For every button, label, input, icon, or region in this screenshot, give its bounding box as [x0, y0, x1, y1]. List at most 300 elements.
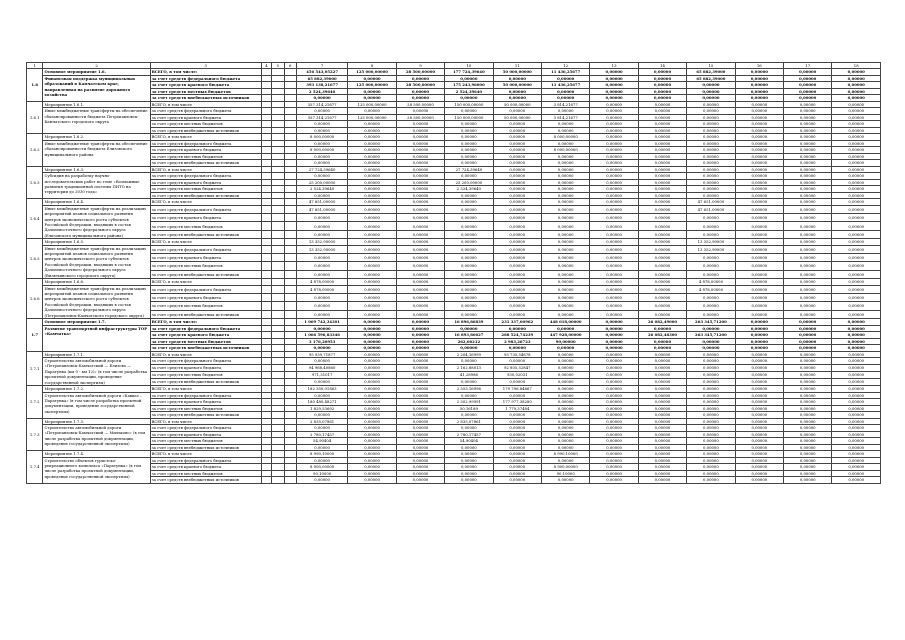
amount-cell: 8 990,10000 [296, 451, 348, 458]
amount-cell: 0,00000 [735, 254, 783, 262]
funding-source: за счет средств внебюджетных источников [150, 270, 261, 278]
amount-cell: 0,00000 [296, 214, 348, 222]
amount-cell: 0,00000 [832, 319, 881, 326]
amount-cell: 971,31017 [296, 372, 348, 379]
amount-cell: 0,00000 [832, 431, 881, 438]
amount-cell: 0,00000 [396, 310, 444, 318]
amount-cell: 90,10000 [296, 470, 348, 477]
amount-cell: 26 082,48300 [638, 332, 686, 339]
amount-cell: 0,00000 [445, 134, 493, 141]
amount-cell: 0,00000 [687, 302, 735, 310]
amount-cell: 0,00000 [832, 95, 881, 102]
empty-cell [261, 245, 271, 253]
amount-cell: 0,00000 [348, 418, 396, 425]
amount-cell: 0,00000 [784, 88, 832, 95]
column-number: 1 [27, 63, 43, 69]
amount-cell: 0,00000 [687, 101, 735, 108]
amount-cell: 0,00000 [445, 192, 493, 199]
amount-cell: 0,00000 [445, 293, 493, 301]
amount-cell: 0,00000 [832, 192, 881, 199]
empty-cell [261, 254, 271, 262]
amount-cell: 0,00000 [590, 379, 638, 386]
amount-cell: 0,00000 [296, 444, 348, 451]
amount-cell: 0,00000 [735, 351, 783, 358]
amount-cell: 2 983,26723 [493, 338, 541, 345]
amount-cell: 0,00000 [493, 160, 541, 167]
amount-cell: 0,00000 [784, 332, 832, 339]
amount-cell: 0,00000 [396, 214, 444, 222]
table-row [27, 365, 881, 372]
funding-source: за счет средств внебюджетных источников [150, 444, 261, 451]
amount-cell: 16 893,80627 [445, 332, 493, 339]
amount-cell: 0,00000 [541, 205, 589, 213]
amount-cell: 0,00000 [735, 302, 783, 310]
amount-cell: 0,00000 [735, 444, 783, 451]
empty-cell [284, 293, 296, 301]
amount-cell: 0,00000 [687, 153, 735, 160]
amount-cell: 0,00000 [832, 230, 881, 238]
amount-cell: 0,00000 [348, 199, 396, 206]
amount-cell: 65 882,39000 [687, 69, 735, 76]
amount-cell: 0,00000 [735, 372, 783, 379]
amount-cell: 0,00000 [493, 310, 541, 318]
empty-cell [261, 358, 271, 365]
empty-cell [284, 379, 296, 386]
column-number: 9 [396, 63, 444, 69]
amount-cell: 25 200,00000 [445, 179, 493, 186]
empty-cell [261, 270, 271, 278]
amount-cell: 28 500,00000 [396, 101, 444, 108]
amount-cell: 0,00000 [348, 134, 396, 141]
amount-cell: 0,00000 [396, 365, 444, 372]
amount-cell: 0,00000 [396, 222, 444, 230]
amount-cell: 0,00000 [445, 412, 493, 419]
amount-cell: 0,00000 [735, 418, 783, 425]
amount-cell: 0,00000 [832, 412, 881, 419]
funding-source: за счет средств федерального бюджета [150, 245, 261, 253]
amount-cell: 2 204,16999 [445, 351, 493, 358]
funding-source: за счет средств краевого бюджета [150, 332, 261, 339]
amount-cell: 0,00000 [832, 302, 881, 310]
funding-source: за счет средств федерального бюджета [150, 140, 261, 147]
table-row [27, 319, 881, 326]
amount-cell: 0,00000 [493, 179, 541, 186]
amount-cell: 150 000,00000 [445, 101, 493, 108]
amount-cell: 2 780,17457 [445, 431, 493, 438]
row-index: 1.6.5 [27, 239, 43, 279]
amount-cell: 179 796,84867 [493, 386, 541, 393]
row-index: 1.6 [27, 69, 43, 102]
amount-cell: 0,00000 [784, 108, 832, 115]
funding-source: за счет средств местных бюджетов [150, 405, 261, 412]
amount-cell: 0,00000 [296, 379, 348, 386]
table-row [27, 69, 881, 76]
amount-cell: 0,00000 [493, 285, 541, 293]
funding-source: за счет средств федерального бюджета [150, 108, 261, 115]
column-number: 13 [590, 63, 638, 69]
empty-cell [272, 254, 284, 262]
amount-cell: 47 651,00000 [687, 199, 735, 206]
amount-cell: 0,00000 [687, 127, 735, 134]
funding-source: за счет средств краевого бюджета [150, 114, 261, 121]
amount-cell: 50 000,00000 [493, 114, 541, 121]
amount-cell: 0,00000 [832, 405, 881, 412]
amount-cell: 263 345,71200 [687, 332, 735, 339]
amount-cell: 0,00000 [493, 127, 541, 134]
amount-cell: 0,00000 [541, 438, 589, 445]
amount-cell: 0,00000 [348, 399, 396, 406]
amount-cell: 0,00000 [832, 444, 881, 451]
empty-cell [261, 310, 271, 318]
amount-cell: 0,00000 [348, 372, 396, 379]
amount-cell: 0,00000 [590, 254, 638, 262]
amount-cell: 0,00000 [832, 392, 881, 399]
empty-cell [272, 477, 284, 484]
amount-cell: 0,00000 [638, 470, 686, 477]
amount-cell: 0,00000 [735, 134, 783, 141]
funding-source: за счет средств местных бюджетов [150, 153, 261, 160]
amount-cell: 0,00000 [348, 293, 396, 301]
amount-cell: 0,00000 [493, 147, 541, 154]
funding-source: за счет средств федерального бюджета [150, 425, 261, 432]
amount-cell: 0,00000 [296, 230, 348, 238]
amount-cell: 0,00000 [638, 351, 686, 358]
amount-cell: 0,00000 [784, 134, 832, 141]
amount-cell: 0,00000 [493, 279, 541, 286]
amount-cell: 0,00000 [687, 464, 735, 471]
amount-cell: 0,00000 [735, 186, 783, 193]
row-index: 1.6.1 [27, 101, 43, 134]
amount-cell: 0,00000 [638, 372, 686, 379]
amount-cell: 0,00000 [735, 147, 783, 154]
amount-cell: 0,00000 [348, 140, 396, 147]
table-row [27, 270, 881, 278]
amount-cell: 50 000,00000 [493, 82, 541, 89]
amount-cell: 0,00000 [348, 412, 396, 419]
amount-cell: 0,00000 [638, 379, 686, 386]
amount-cell: 0,00000 [348, 325, 396, 332]
amount-cell: 0,00000 [687, 338, 735, 345]
amount-cell: 0,00000 [541, 95, 589, 102]
amount-cell: 0,00000 [638, 127, 686, 134]
amount-cell: 0,00000 [445, 451, 493, 458]
amount-cell: 13 352,90000 [687, 239, 735, 246]
amount-cell: 0,00000 [445, 121, 493, 128]
amount-cell: 0,00000 [590, 285, 638, 293]
amount-cell: 0,00000 [784, 285, 832, 293]
amount-cell: 28 500,00000 [396, 82, 444, 89]
amount-cell: 0,00000 [396, 405, 444, 412]
amount-cell: 0,00000 [396, 254, 444, 262]
amount-cell: 0,00000 [348, 160, 396, 167]
measure-title: Мероприятие 1.7.1. [43, 351, 150, 358]
amount-cell: 0,00000 [396, 438, 444, 445]
amount-cell: 0,00000 [687, 477, 735, 484]
amount-cell: 0,00000 [296, 108, 348, 115]
amount-cell: 0,00000 [541, 222, 589, 230]
amount-cell: 0,00000 [735, 270, 783, 278]
amount-cell: 0,00000 [638, 392, 686, 399]
amount-cell: 0,00000 [832, 245, 881, 253]
measure-description: Строительство автомобильной дороги «Кавказ – Паратунка» (в том числе разработка проектной документации, проведение государственной экспертизы) [43, 392, 150, 418]
amount-cell: 0,00000 [687, 121, 735, 128]
amount-cell: 0,00000 [832, 88, 881, 95]
amount-cell: 0,00000 [687, 418, 735, 425]
empty-cell [272, 222, 284, 230]
amount-cell: 125 000,00000 [348, 69, 396, 76]
amount-cell: 0,00000 [296, 262, 348, 270]
amount-cell: 0,00000 [541, 239, 589, 246]
amount-cell: 0,00000 [687, 293, 735, 301]
amount-cell: 0,00000 [541, 405, 589, 412]
amount-cell: 0,00000 [832, 325, 881, 332]
amount-cell: 0,00000 [348, 444, 396, 451]
amount-cell: 0,00000 [735, 239, 783, 246]
amount-cell: 0,00000 [687, 114, 735, 121]
amount-cell: 0,00000 [735, 477, 783, 484]
amount-cell: 95 939,71877 [296, 351, 348, 358]
amount-cell: 0,00000 [541, 279, 589, 286]
amount-cell: 0,00000 [832, 425, 881, 432]
amount-cell: 0,00000 [396, 192, 444, 199]
amount-cell: 447 928,00000 [541, 332, 589, 339]
amount-cell: 0,00000 [590, 199, 638, 206]
amount-cell: 0,00000 [396, 245, 444, 253]
amount-cell: 0,00000 [832, 114, 881, 121]
amount-cell: 0,00000 [784, 477, 832, 484]
amount-cell: 0,00000 [735, 405, 783, 412]
amount-cell: 0,00000 [638, 121, 686, 128]
amount-cell: 0,00000 [832, 418, 881, 425]
amount-cell: 0,00000 [348, 310, 396, 318]
amount-cell: 0,00000 [735, 101, 783, 108]
amount-cell: 0,00000 [832, 372, 881, 379]
amount-cell: 0,00000 [590, 153, 638, 160]
amount-cell: 0,00000 [590, 399, 638, 406]
amount-cell: 0,00000 [348, 173, 396, 180]
empty-cell [272, 358, 284, 365]
amount-cell: 0,00000 [687, 186, 735, 193]
amount-cell: 0,00000 [590, 121, 638, 128]
amount-cell: 0,00000 [687, 451, 735, 458]
empty-cell [272, 245, 284, 253]
amount-cell: 0,00000 [493, 451, 541, 458]
amount-cell: 0,00000 [396, 372, 444, 379]
table-row [27, 205, 881, 213]
amount-cell: 0,00000 [638, 285, 686, 293]
amount-cell: 13 352,90000 [687, 245, 735, 253]
amount-cell: 0,00000 [396, 173, 444, 180]
amount-cell: 0,00000 [687, 431, 735, 438]
amount-cell: 0,00000 [590, 345, 638, 352]
amount-cell: 0,00000 [638, 222, 686, 230]
amount-cell: 0,00000 [832, 351, 881, 358]
amount-cell: 0,00000 [541, 365, 589, 372]
amount-cell: 0,00000 [784, 75, 832, 82]
amount-cell: 0,00000 [832, 147, 881, 154]
amount-cell: 0,00000 [638, 214, 686, 222]
amount-cell: 0,00000 [296, 153, 348, 160]
amount-cell: 0,00000 [638, 75, 686, 82]
amount-cell: 0,00000 [396, 319, 444, 326]
amount-cell: 0,00000 [348, 147, 396, 154]
amount-cell: 0,00000 [348, 230, 396, 238]
amount-cell: 8 900,00000 [541, 464, 589, 471]
amount-cell: 0,00000 [638, 88, 686, 95]
empty-cell [284, 302, 296, 310]
amount-cell: 0,00000 [735, 285, 783, 293]
amount-cell: 0,00000 [638, 310, 686, 318]
amount-cell: 0,00000 [638, 325, 686, 332]
amount-cell: 0,00000 [541, 270, 589, 278]
amount-cell: 11 436,25677 [541, 82, 589, 89]
amount-cell: 0,00000 [493, 470, 541, 477]
funding-source: ВСЕГО, в том числе [150, 351, 261, 358]
amount-cell: 0,00000 [493, 425, 541, 432]
amount-cell: 0,00000 [541, 108, 589, 115]
amount-cell: 0,00000 [832, 108, 881, 115]
funding-source: за счет средств краевого бюджета [150, 399, 261, 406]
amount-cell: 0,00000 [784, 214, 832, 222]
amount-cell: 0,00000 [541, 444, 589, 451]
table-row [27, 379, 881, 386]
amount-cell: 0,00000 [735, 325, 783, 332]
amount-cell: 0,00000 [541, 293, 589, 301]
amount-cell: 0,00000 [832, 399, 881, 406]
amount-cell: 0,00000 [784, 222, 832, 230]
amount-cell: 0,00000 [493, 254, 541, 262]
amount-cell: 0,00000 [396, 431, 444, 438]
amount-cell: 0,00000 [296, 325, 348, 332]
amount-cell: 0,00000 [396, 379, 444, 386]
amount-cell: 0,00000 [735, 121, 783, 128]
amount-cell: 0,00000 [784, 470, 832, 477]
empty-cell [261, 302, 271, 310]
amount-cell: 0,00000 [832, 464, 881, 471]
empty-cell [284, 310, 296, 318]
amount-cell: 0,00000 [687, 230, 735, 238]
amount-cell: 0,00000 [784, 457, 832, 464]
amount-cell: 0,00000 [348, 319, 396, 326]
amount-cell: 0,00000 [638, 245, 686, 253]
empty-cell [284, 365, 296, 372]
amount-cell: 0,00000 [735, 438, 783, 445]
budget-table [26, 62, 881, 484]
funding-source: ВСЕГО, в том числе [150, 451, 261, 458]
amount-cell: 0,00000 [735, 245, 783, 253]
amount-cell: 0,00000 [541, 425, 589, 432]
amount-cell: 0,00000 [735, 464, 783, 471]
amount-cell: 0,00000 [396, 270, 444, 278]
amount-cell: 0,00000 [493, 358, 541, 365]
amount-cell: 0,00000 [590, 293, 638, 301]
amount-cell: 0,00000 [493, 88, 541, 95]
amount-cell: 0,00000 [396, 345, 444, 352]
empty-cell [261, 262, 271, 270]
table-row [27, 293, 881, 301]
amount-cell: 8 000,00000 [541, 147, 589, 154]
amount-cell: 0,00000 [348, 254, 396, 262]
amount-cell: 0,00000 [638, 262, 686, 270]
amount-cell: 0,00000 [590, 192, 638, 199]
row-index: 1.6.3 [27, 166, 43, 199]
amount-cell: 0,00000 [638, 279, 686, 286]
amount-cell: 2 553,16996 [445, 386, 493, 393]
amount-cell: 0,00000 [590, 310, 638, 318]
amount-cell: 0,00000 [296, 160, 348, 167]
funding-source: за счет средств федерального бюджета [150, 325, 261, 332]
amount-cell: 0,00000 [541, 358, 589, 365]
amount-cell: 0,00000 [832, 153, 881, 160]
amount-cell: 47 651,00000 [296, 199, 348, 206]
amount-cell: 0,00000 [638, 431, 686, 438]
amount-cell: 0,00000 [445, 230, 493, 238]
amount-cell: 0,00000 [296, 140, 348, 147]
amount-cell: 0,00000 [784, 166, 832, 173]
amount-cell: 0,00000 [687, 438, 735, 445]
measure-title: Основное мероприятие 1.7. [43, 319, 150, 326]
measure-title: Мероприятие 1.6.2. [43, 134, 150, 141]
measure-description: Развитие транспортной инфраструктуры ТОР «Камчатка» [43, 325, 150, 351]
amount-cell: 0,00000 [784, 173, 832, 180]
measure-description: Иные межбюджетные трансферты на реализацию мероприятий планов социального развития центров экономического роста субъектов Российской Федерации, входящих в состав Дальневосточного федерального округа (Петропавловск-Камчатского городского округа) [43, 285, 150, 318]
amount-cell: 0,00000 [735, 95, 783, 102]
funding-source: за счет средств внебюджетных источников [150, 379, 261, 386]
amount-cell: 0,00000 [541, 214, 589, 222]
amount-cell: 0,00000 [687, 270, 735, 278]
column-number: 6 [284, 63, 296, 69]
amount-cell: 0,00000 [396, 351, 444, 358]
amount-cell: 2 524,39640 [296, 88, 348, 95]
amount-cell: 0,00000 [638, 405, 686, 412]
amount-cell: 0,00000 [638, 114, 686, 121]
amount-cell: 0,00000 [493, 166, 541, 173]
amount-cell: 0,00000 [638, 338, 686, 345]
amount-cell: 3 814,21677 [541, 101, 589, 108]
amount-cell: 47 651,00000 [296, 205, 348, 213]
amount-cell: 0,00000 [541, 262, 589, 270]
table-row [27, 254, 881, 262]
amount-cell: 0,00000 [541, 379, 589, 386]
amount-cell: 0,00000 [445, 270, 493, 278]
amount-cell: 0,00000 [784, 179, 832, 186]
amount-cell: 0,00000 [590, 239, 638, 246]
amount-cell: 0,00000 [541, 153, 589, 160]
funding-source: за счет средств местных бюджетов [150, 302, 261, 310]
empty-cell [261, 214, 271, 222]
empty-cell [284, 254, 296, 262]
amount-cell: 0,00000 [348, 365, 396, 372]
empty-cell [272, 214, 284, 222]
amount-cell: 0,00000 [493, 95, 541, 102]
amount-cell: 26 082,49000 [638, 319, 686, 326]
amount-cell: 0,00000 [735, 108, 783, 115]
amount-cell: 0,00000 [541, 477, 589, 484]
amount-cell: 0,00000 [832, 470, 881, 477]
amount-cell: 0,00000 [638, 108, 686, 115]
empty-cell [284, 358, 296, 365]
amount-cell: 0,00000 [493, 345, 541, 352]
amount-cell: 0,00000 [832, 285, 881, 293]
amount-cell: 3 814,21677 [541, 114, 589, 121]
amount-cell: 0,00000 [296, 95, 348, 102]
amount-cell: 0,00000 [541, 199, 589, 206]
amount-cell: 0,00000 [348, 379, 396, 386]
measure-title: Мероприятие 1.7.4. [43, 451, 150, 458]
amount-cell: 125 000,00000 [348, 101, 396, 108]
amount-cell: 0,00000 [348, 358, 396, 365]
amount-cell: 8 000,00000 [296, 147, 348, 154]
